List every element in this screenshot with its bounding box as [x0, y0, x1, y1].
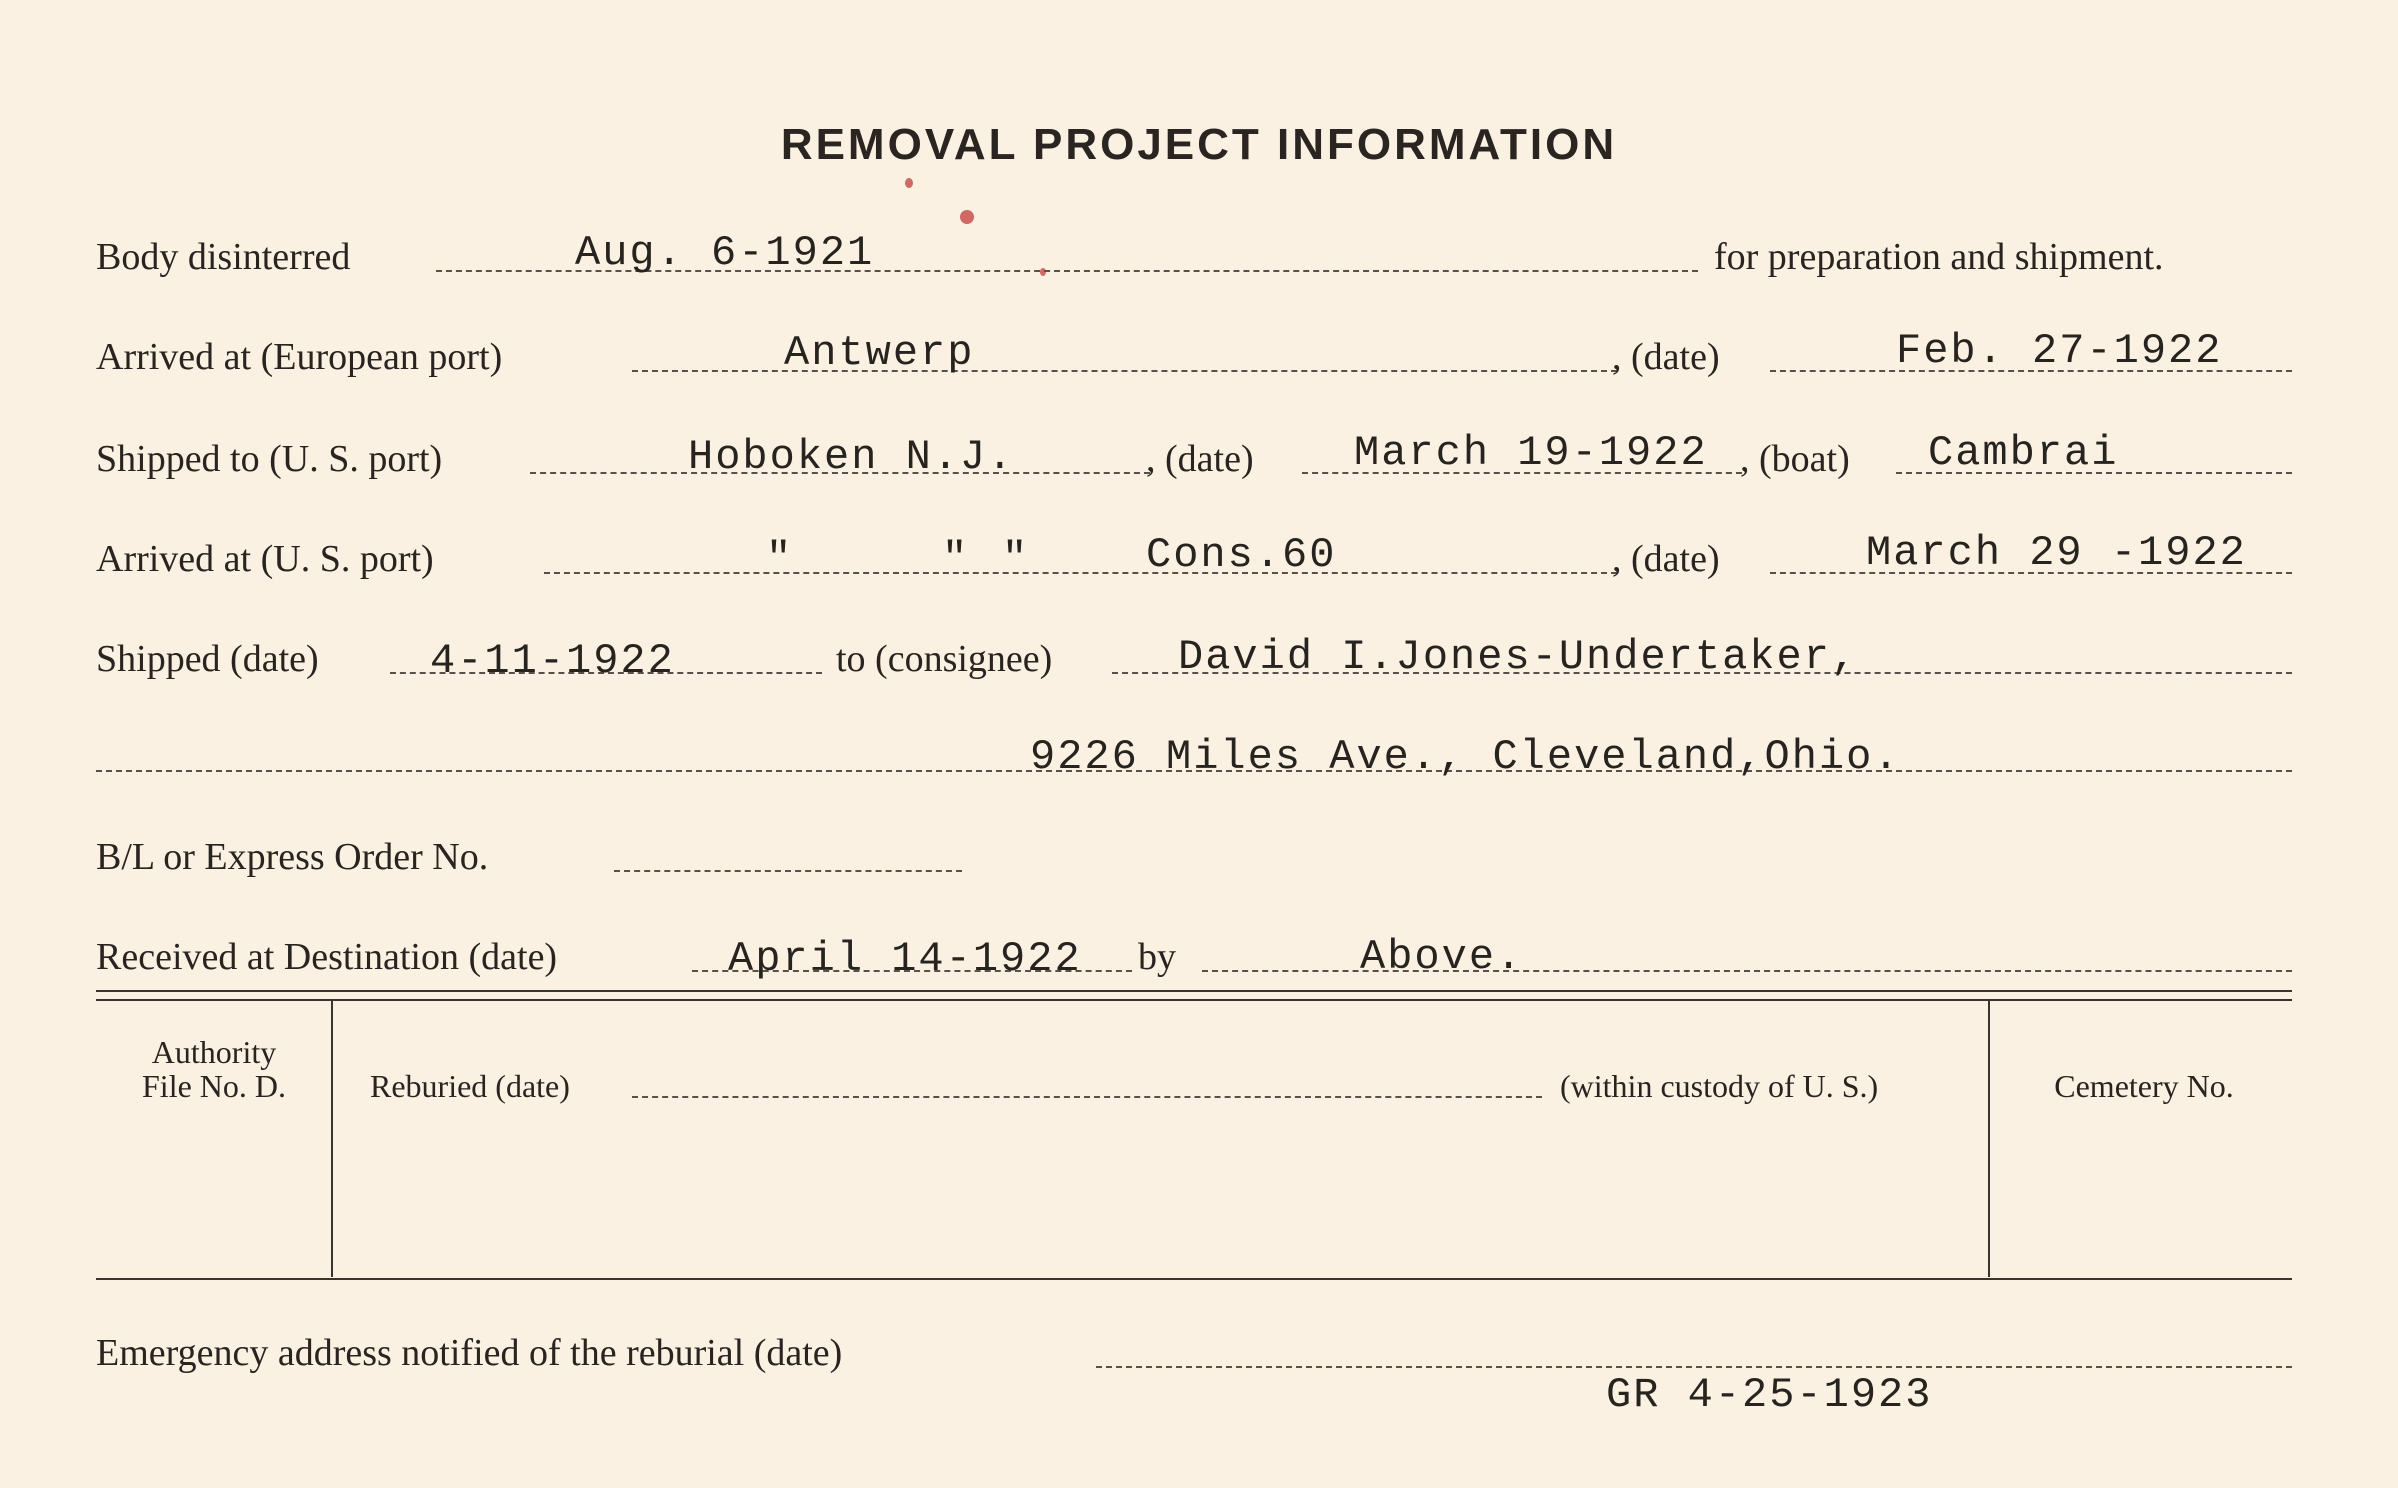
- shipped-us-boat-label: , (boat): [1740, 438, 1850, 480]
- box-top-rule: [96, 990, 2292, 992]
- shipped-label: Shipped (date): [96, 638, 319, 680]
- arrived-european-label: Arrived at (European port): [96, 336, 503, 378]
- received-date: April 14-1922: [728, 935, 1082, 983]
- received-by-label: by: [1138, 936, 1176, 978]
- custody-label: (within custody of U. S.): [1560, 1068, 1879, 1104]
- box-bottom-rule: [96, 1278, 2292, 1280]
- emergency-value: GR 4-25-1923: [1606, 1371, 1933, 1419]
- consignee-name: David I.Jones-Undertaker,: [1178, 633, 1859, 681]
- arrived-european-line: [632, 370, 1617, 372]
- arrived-european-date: Feb. 27-1922: [1896, 327, 2223, 375]
- arrived-us-date-label: , (date): [1612, 538, 1720, 580]
- arrived-us-line: [544, 572, 1617, 574]
- emergency-label: Emergency address notified of the reburial (date): [96, 1332, 843, 1374]
- shipped-date: 4-11-1922: [430, 637, 675, 685]
- shipped-us-date-label: , (date): [1146, 438, 1254, 480]
- card-title: REMOVAL PROJECT INFORMATION: [780, 120, 1618, 169]
- disinterred-suffix: for preparation and shipment.: [1714, 236, 2164, 278]
- box-top-rule-2: [96, 999, 2292, 1001]
- arrived-us-cons: Cons.60: [1146, 531, 1337, 579]
- arrived-us-date: March 29 -1922: [1866, 529, 2247, 577]
- shipped-us-date: March 19-1922: [1354, 429, 1708, 477]
- authority-label: Authority: [151, 1034, 277, 1070]
- bl-label: B/L or Express Order No.: [96, 836, 489, 878]
- reburied-line: [632, 1096, 1542, 1098]
- shipped-us-boat: Cambrai: [1928, 429, 2119, 477]
- arrived-us-label: Arrived at (U. S. port): [96, 538, 434, 580]
- arrived-us-ditto-3: ": [1002, 535, 1030, 583]
- red-stamp-mark: [960, 210, 974, 224]
- red-stamp-mark: [905, 178, 913, 188]
- arrived-us-ditto-1: ": [766, 535, 794, 583]
- arrived-european-port: Antwerp: [784, 329, 975, 377]
- consignee-label: to (consignee): [836, 638, 1053, 680]
- cemetery-label: Cemetery No.: [2054, 1068, 2234, 1104]
- reburied-label: Reburied (date): [370, 1068, 570, 1104]
- consignee-address: 9226 Miles Ave., Cleveland,Ohio.: [1030, 733, 1901, 781]
- disinterred-date: Aug. 6-1921: [575, 229, 875, 277]
- arrived-us-ditto-2: ": [942, 535, 970, 583]
- disinterred-label: Body disinterred: [96, 236, 351, 278]
- shipped-us-label: Shipped to (U. S. port): [96, 438, 443, 480]
- received-by: Above.: [1360, 933, 1524, 981]
- bl-line: [614, 870, 962, 872]
- arrived-european-date-label: , (date): [1612, 336, 1720, 378]
- received-label: Received at Destination (date): [96, 936, 558, 978]
- file-no-label: File No. D.: [142, 1068, 286, 1104]
- shipped-us-port: Hoboken N.J.: [688, 433, 1015, 481]
- box-divider-right: [1988, 1001, 1990, 1277]
- emergency-line: [1096, 1366, 2292, 1368]
